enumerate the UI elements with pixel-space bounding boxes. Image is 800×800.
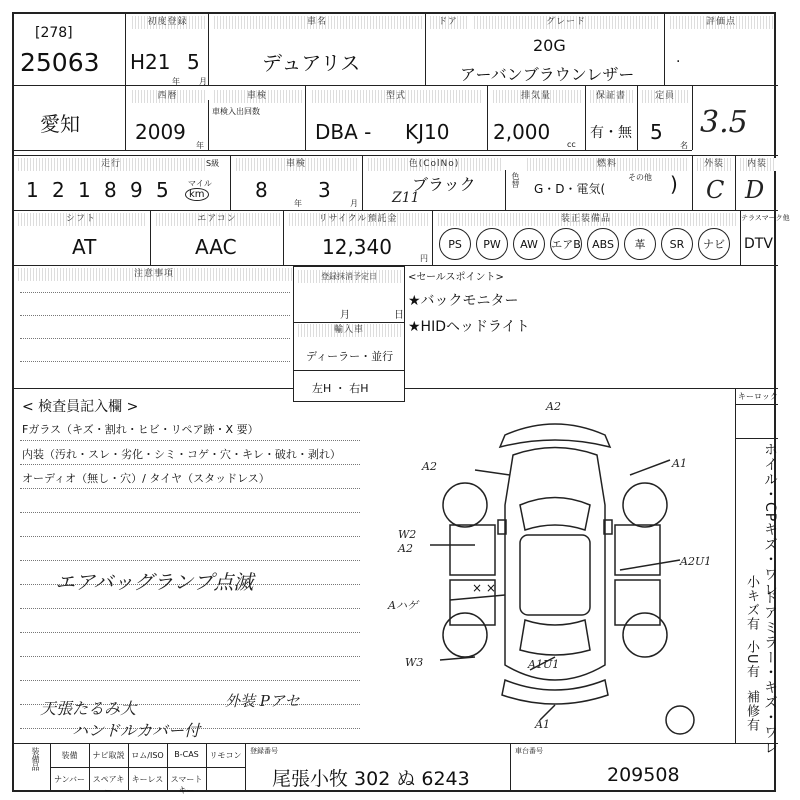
equipment-item: PW: [476, 228, 508, 260]
divider: [735, 438, 778, 439]
ac-label: エアコン: [154, 213, 280, 226]
mark-front-left: A2: [422, 460, 437, 473]
model-label: 型式: [310, 90, 482, 103]
mark-rear-right: A1U1: [528, 658, 560, 671]
fuel-other: その他: [628, 173, 652, 182]
capacity-unit: 名: [680, 141, 688, 150]
footer-equipment-cell: ナンバー: [53, 775, 86, 784]
exterior-label: 外装: [695, 158, 733, 171]
equipment-item: ABS: [587, 228, 619, 260]
mileage-label: 走行: [16, 158, 206, 171]
displacement: 2,000: [493, 120, 551, 144]
rule-line: [20, 536, 360, 537]
handwritten-note-1: エアバッグランプ点滅: [55, 570, 254, 594]
fuel-close: ): [670, 172, 678, 196]
divider: [12, 155, 778, 156]
divider: [206, 743, 207, 792]
caution-label: 注意事項: [16, 268, 292, 281]
color-code: Z11: [392, 190, 420, 206]
grade-line2: アーバンブラウンレザー: [460, 65, 635, 84]
rule-line: [20, 488, 360, 489]
divider: [637, 85, 638, 150]
rule-line: [20, 512, 360, 513]
capacity: 5: [650, 120, 663, 144]
divider: [283, 210, 284, 265]
divider: [125, 12, 126, 85]
equipment-item: エアB: [550, 228, 582, 260]
rule-line: [20, 292, 290, 293]
footer-equipment-cell: ロム/ISO: [131, 751, 164, 760]
month-unit: 月: [199, 77, 207, 86]
year-label: 西暦: [130, 90, 205, 103]
dealer-parallel: ディーラー・並行: [306, 350, 394, 363]
month-unit: 月: [340, 310, 350, 321]
handwritten-note-2: 天張たるみ大: [40, 699, 137, 718]
yen-unit: 円: [420, 254, 428, 263]
mileage-digit: 2: [52, 178, 65, 202]
divider: [50, 767, 245, 768]
rule-line: [20, 632, 360, 633]
divider: [405, 388, 778, 389]
car-name-label: 車名: [212, 16, 422, 29]
capacity-label: 定員: [640, 90, 690, 103]
divider: [362, 155, 363, 210]
divider: [425, 12, 426, 85]
inspection-month: 3: [318, 178, 331, 202]
shift: AT: [72, 235, 97, 259]
divider: [664, 12, 665, 85]
divider: [692, 85, 693, 150]
inspection-remaining-label: 車検: [234, 158, 358, 171]
lot-bracket: [278]: [35, 25, 73, 41]
divider: [208, 100, 209, 150]
divider: [12, 743, 778, 744]
first-reg-label: 初度登録: [130, 16, 205, 29]
score-handwritten: 3.5: [700, 105, 748, 140]
first-reg-era: H21: [130, 50, 171, 74]
shift-label: シフト: [16, 213, 146, 226]
rule-line: [20, 440, 360, 441]
car-name: デュアリス: [262, 51, 361, 75]
divider: [12, 85, 778, 86]
mileage-digit: 1: [26, 178, 39, 202]
divider: [505, 170, 506, 210]
divider: [128, 743, 129, 792]
equipment-extra-label: テラスマーク他: [741, 214, 790, 222]
equipment-label: 装正装備品: [436, 213, 736, 226]
footer-equipment-cell: スペアキー: [92, 775, 125, 795]
mileage-digit: 1: [78, 178, 91, 202]
divider: [735, 404, 778, 405]
meter-label: S級: [206, 159, 220, 168]
equipment-item: AW: [513, 228, 545, 260]
color-change-label: 色替: [511, 172, 520, 188]
mirror-note: ドアミラー・キズ・ワレ: [762, 590, 778, 755]
interior-label: 内装: [738, 158, 776, 171]
equipment-item: SR: [661, 228, 693, 260]
inspector-line-1: Fガラス（キズ・割れ・ヒビ・リペア跡・X 要）: [22, 423, 259, 436]
day-unit: 日: [394, 310, 404, 321]
rule-line: [20, 464, 360, 465]
ac: AAC: [195, 235, 237, 259]
fuel-label: 燃料: [525, 158, 689, 171]
year-unit: 年: [294, 199, 302, 208]
mileage-digit: 9: [130, 178, 143, 202]
mile-unit: マイル: [188, 179, 212, 188]
mileage-digit: 8: [104, 178, 117, 202]
rule-line: [20, 680, 360, 681]
divider: [167, 743, 168, 792]
displacement-label: 排気量: [491, 90, 581, 103]
registration-label: 登録抹消予定日: [296, 270, 402, 283]
divider: [125, 85, 126, 150]
plate-number: 尾張小牧 302 ぬ 6243: [272, 768, 470, 790]
inspection-year: 8: [255, 178, 268, 202]
warranty-label: 保証書: [588, 90, 634, 103]
divider: [510, 743, 511, 792]
sales-point-1: ★バックモニター: [408, 293, 519, 309]
divider: [293, 370, 405, 371]
year-unit: 年: [172, 77, 180, 86]
repair-note: 補修有: [744, 690, 759, 732]
mark-front-right: A1: [672, 457, 687, 470]
rule-line: [20, 338, 290, 339]
divider: [12, 388, 294, 389]
footer-equipment-cell: B-CAS: [174, 750, 199, 759]
mark-left-rear: W3: [405, 656, 424, 669]
rule-line: [20, 560, 360, 561]
km-unit: km: [185, 188, 209, 201]
divider: [12, 210, 778, 211]
cc-unit: cc: [567, 140, 576, 149]
mark-left-door: W2: [398, 528, 417, 541]
fuel: G・D・電気(: [534, 182, 606, 196]
recycle-label: リサイクル預託金: [287, 213, 429, 226]
divider: [735, 155, 736, 210]
rule-line: [20, 315, 290, 316]
rule-line: [20, 361, 290, 362]
rule-line: [20, 656, 360, 657]
mark-front: A2: [546, 400, 561, 413]
year-unit: 年: [196, 141, 204, 150]
color-name: ブラック: [412, 175, 476, 194]
warranty: 有・無: [590, 125, 632, 141]
wheel-note: ホイル・CPキズ・ワレ: [762, 442, 778, 598]
small-scratch-note: 小キズ有: [744, 575, 759, 631]
equipment-item: ナビ: [698, 228, 730, 260]
keylock-label: キーロック: [738, 392, 778, 401]
divider: [12, 150, 692, 151]
handwritten-note-3: ハンドルカバー付: [72, 721, 201, 740]
model-prefix: DBA -: [315, 120, 372, 144]
footer-equipment-cell: 装備: [61, 751, 78, 760]
sales-point-2: ★HIDヘッドライト: [408, 319, 530, 335]
mark-left-door-2: A2: [398, 542, 413, 555]
grade-label: グレード: [472, 16, 660, 29]
equipment-item: 革: [624, 228, 656, 260]
car-damage-diagram: [380, 395, 730, 745]
mark-right-door: A2U1: [680, 555, 712, 568]
lot-number: 25063: [20, 48, 100, 77]
inspection-note: 車検入出回数: [212, 107, 260, 116]
sales-point-label: <セールスポイント>: [408, 272, 504, 283]
score-mark: ·: [676, 54, 681, 70]
exterior-grade: C: [706, 176, 725, 204]
divider: [585, 85, 586, 150]
color-label: 色(ColNo): [366, 158, 502, 171]
divider: [487, 85, 488, 150]
recycle-fee: 12,340: [322, 235, 392, 259]
interior-grade: D: [745, 176, 765, 204]
divider: [432, 210, 433, 265]
month-unit: 月: [350, 199, 358, 208]
grade-line1: 20G: [533, 36, 566, 55]
plate-label: 登録番号: [250, 747, 278, 755]
chassis-number: 209508: [607, 764, 680, 786]
inspection-label: 車検: [212, 90, 302, 103]
divider: [735, 388, 736, 743]
mark-rear: A1: [535, 718, 550, 731]
equipment-item: PS: [439, 228, 471, 260]
mark-xx: × ×: [472, 581, 496, 595]
mileage-digit: 5: [156, 178, 169, 202]
divider: [293, 322, 405, 323]
equipment-side-label: 装備品: [31, 747, 40, 771]
divider: [150, 210, 151, 265]
footer-equipment-cell: ナビ取説: [92, 751, 125, 760]
door-label: ドア: [428, 16, 468, 29]
inspector-line-2: 内装（汚れ・スレ・劣化・シミ・コゲ・穴・キレ・破れ・剥れ）: [22, 448, 341, 461]
footer-equipment-cell: リモコン: [209, 751, 242, 760]
handwritten-note-4: 外装 Pアセ: [225, 692, 300, 710]
divider: [245, 743, 246, 792]
dtv: DTV: [744, 236, 773, 252]
inspector-title: < 検査員記入欄 >: [22, 399, 139, 415]
steering-side: 左H ・ 右H: [312, 382, 369, 395]
divider: [208, 12, 209, 85]
region: 愛知: [40, 112, 80, 136]
first-reg-month: 5: [187, 50, 200, 74]
inspector-line-3: オーディオ（無し・穴）/ タイヤ（スタッドレス）: [22, 472, 270, 485]
mark-pillar: Aハゲ: [388, 599, 418, 612]
divider: [89, 743, 90, 792]
import-label: 輸入車: [296, 324, 402, 337]
chassis-label: 車台番号: [515, 747, 543, 755]
divider: [230, 155, 231, 210]
footer-equipment-cell: キーレス: [131, 775, 164, 784]
rule-line: [20, 608, 360, 609]
score-label: 評価点: [668, 16, 774, 29]
model-year: 2009: [135, 120, 186, 144]
small-dent-note: 小U有: [744, 640, 759, 679]
model-code: KJ10: [405, 120, 450, 144]
footer-equipment-cell: スマートキー: [170, 775, 203, 795]
divider: [692, 155, 693, 210]
divider: [305, 85, 306, 150]
